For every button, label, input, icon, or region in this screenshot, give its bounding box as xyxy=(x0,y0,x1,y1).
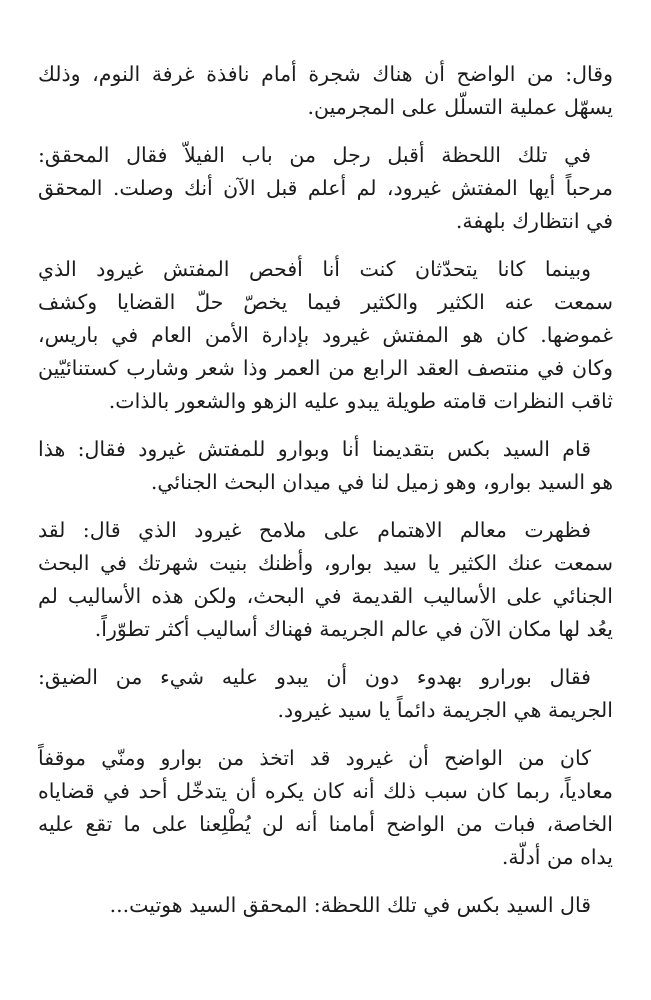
text-line: يعُد لها مكان الآن في عالم الجريمة فهناك أساليب أكثر تطوّراً. xyxy=(94,617,613,641)
text-line: الجنائي على الأساليب القديمة في البحث، ولكن هذه الأساليب لم xyxy=(38,584,613,608)
text-line: وبينما كانا يتحدّثان كنت أنا أفحص المفتش غيرود الذي xyxy=(38,257,591,281)
paragraph-1 xyxy=(38,58,613,124)
text-line: فظهرت معالم الاهتمام على ملامح غيرود الذي قال: لقد xyxy=(38,518,591,542)
text-line: مرحباً أيها المفتش غيرود، لم أعلم قبل الآن أنك وصلت. المحقق xyxy=(38,176,613,200)
text-line: معادياً، ربما كان سبب ذلك أنه كان يكره أن يتدخّل أحد في قضاياه xyxy=(38,779,613,803)
text-line: الجريمة هي الجريمة دائماً يا سيد غيرود. xyxy=(277,698,613,722)
text-line: قال السيد بكس في تلك اللحظة: المحقق السيد هوتيت... xyxy=(109,893,591,917)
text-line: في انتظارك بلهفة. xyxy=(455,209,613,233)
text-line: هو السيد بوارو، وهو زميل لنا في ميدان البحث الجنائي. xyxy=(150,470,613,494)
text-line: الخاصة، فبات من الواضح أمامنا أنه لن يُطْلِعنا على ما تقع عليه xyxy=(38,812,613,836)
text-line: يداه من أدلّة. xyxy=(501,845,613,869)
paragraph-4 xyxy=(38,433,613,499)
text-line: وكان في منتصف العقد الرابع من العمر وذا شعر وشارب كستنائيّين xyxy=(38,356,613,380)
text-line: في تلك اللحظة أقبل رجل من باب الفيلاّ فقال المحقق: xyxy=(38,143,591,167)
text-line: قام السيد بكس بتقديمنا أنا وبوارو للمفتش غيرود فقال: هذا xyxy=(38,437,591,461)
text-line: كان من الواضح أن غيرود قد اتخذ من بوارو ومنّي موقفاً xyxy=(38,746,591,770)
paragraph-7 xyxy=(38,742,613,874)
paragraph-5 xyxy=(38,514,613,646)
text-line: وقال: من الواضح أن هناك شجرة أمام نافذة غرفة النوم، وذلك xyxy=(38,62,613,86)
text-line: سمعت عنك الكثير يا سيد بوارو، وأظنك بنيت شهرتك في البحث xyxy=(38,551,613,575)
paragraph-3 xyxy=(38,253,613,418)
text-line: يسهّل عملية التسلّل على المجرمين. xyxy=(307,95,613,119)
text-line: غموضها. كان هو المفتش غيرود بإدارة الأمن العام في باريس، xyxy=(38,323,613,347)
text-line: فقال بورارو بهدوء دون أن يبدو عليه شيء من الضيق: xyxy=(38,665,591,689)
paragraph-2 xyxy=(38,139,613,238)
text-line: سمعت عنه الكثير والكثير فيما يخصّ حلّ القضايا وكشف xyxy=(38,290,613,314)
paragraph-6 xyxy=(38,661,613,727)
paragraph-8 xyxy=(38,889,613,922)
text-line: ثاقب النظرات قامته طويلة يبدو عليه الزهو والشعور بالذات. xyxy=(108,389,613,413)
